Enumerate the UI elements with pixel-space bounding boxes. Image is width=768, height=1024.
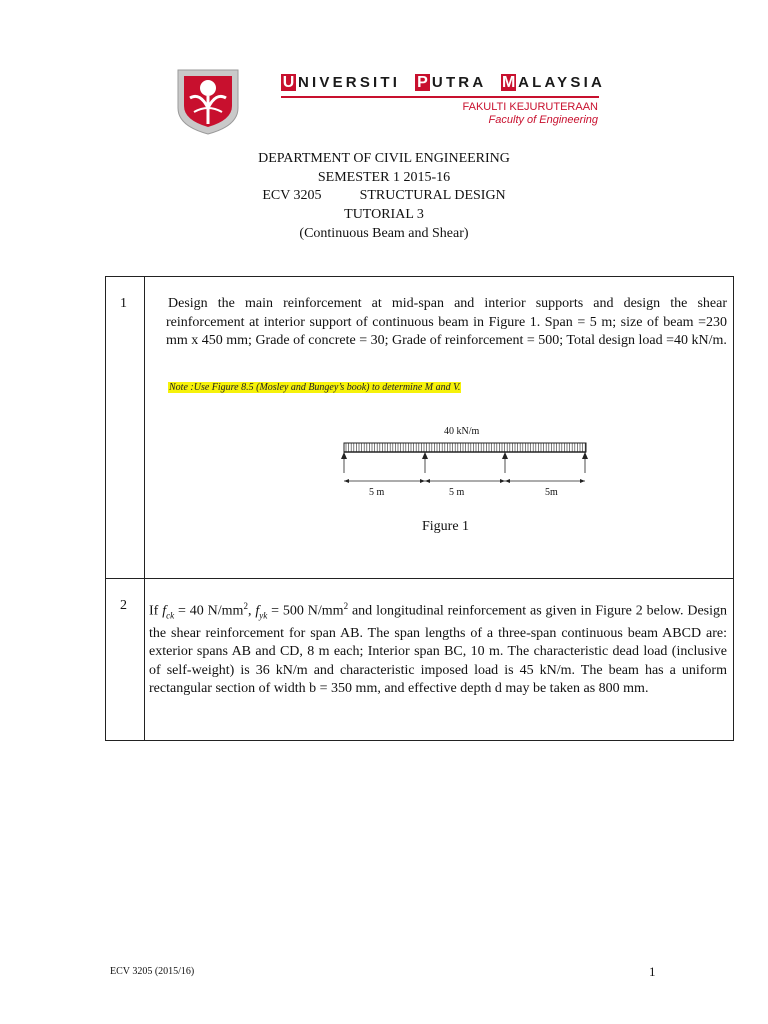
question-note: Note :Use Figure 8.5 (Mosley and Bungey’s book) to determine M and V. <box>169 382 461 393</box>
figure-caption: Figure 1 <box>422 519 470 534</box>
faculty-name-english: Faculty of Engineering <box>488 114 598 126</box>
wordmark-text: UTRA <box>431 74 487 91</box>
faculty-name-malay: FAKULTI KEJURUTERAAN <box>462 101 598 113</box>
text-fragment: , <box>247 603 256 619</box>
question-number: 1 <box>120 296 127 311</box>
question-text: Design the main reinforcement at mid-span and interior supports and design the shear reinforcement at interior support of continuous beam in Figure 1. Span = 5 m; size of beam =230 mm x 450 mm; Grade of concrete = 30; Grade of reinforcement = 500; Total design load =40 kN/m. <box>166 296 727 348</box>
footer-course: ECV 3205 (2015/16) <box>110 966 195 977</box>
tutorial-topic: (Continuous Beam and Shear) <box>299 226 469 241</box>
department-title: DEPARTMENT OF CIVIL ENGINEERING <box>258 151 510 166</box>
span-label: 5 m <box>449 487 465 498</box>
text-fragment: and longitudinal reinforcement as given in Figure 2 below. Design the shear reinforcement for span AB. The span lengths of a three-span continuous beam ABCD are: exterior spans AB and CD, 8 m each; Interior span BC, 10 m. The characteristic dead load (inclusive of self-weight) is 36 kN/m and characteristic imposed load is 45 kN/m. The beam has a uniform rectangular section of width b = 350 mm, and effective depth d may be taken as 800 mm. <box>149 603 728 697</box>
table-border-top <box>105 276 734 277</box>
load-label: 40 kN/m <box>444 426 480 437</box>
wordmark-initial: P <box>415 74 430 91</box>
span-label: 5m <box>545 487 558 498</box>
table-border-left <box>105 276 106 741</box>
course-code: ECV 3205 <box>262 188 322 203</box>
university-crest-logo <box>176 68 240 136</box>
semester-title: SEMESTER 1 2015-16 <box>317 170 451 185</box>
course-line <box>0 188 768 204</box>
wordmark-initial: M <box>501 74 516 91</box>
wordmark-text: NIVERSITI <box>298 74 401 91</box>
tutorial-title: TUTORIAL 3 <box>344 207 424 222</box>
superscript: 2 <box>243 601 248 611</box>
wordmark-initial: U <box>282 74 295 91</box>
table-border-bottom <box>105 740 734 741</box>
wordmark-underline <box>281 96 599 98</box>
course-title: STRUCTURAL DESIGN <box>359 188 506 203</box>
text-fragment: = 40 N/mm <box>174 603 244 619</box>
span-label: 5 m <box>369 487 385 498</box>
variable-subscript: ck <box>166 610 175 621</box>
text-fragment: If <box>149 603 163 619</box>
question-text <box>149 597 727 699</box>
table-border-right <box>733 276 734 741</box>
distributed-load-hatching <box>346 443 585 452</box>
text-fragment: = 500 N/mm <box>267 603 344 619</box>
variable-symbol: f <box>162 603 167 619</box>
university-wordmark <box>281 74 605 91</box>
variable-symbol: f <box>255 603 260 619</box>
superscript: 2 <box>343 601 349 611</box>
table-column-divider <box>144 276 145 741</box>
variable-subscript: yk <box>259 610 268 621</box>
question-number: 2 <box>120 598 127 613</box>
load-block <box>344 443 586 452</box>
wordmark-text: ALAYSIA <box>518 74 605 91</box>
page-number: 1 <box>649 964 656 979</box>
table-border-middle <box>105 578 734 579</box>
